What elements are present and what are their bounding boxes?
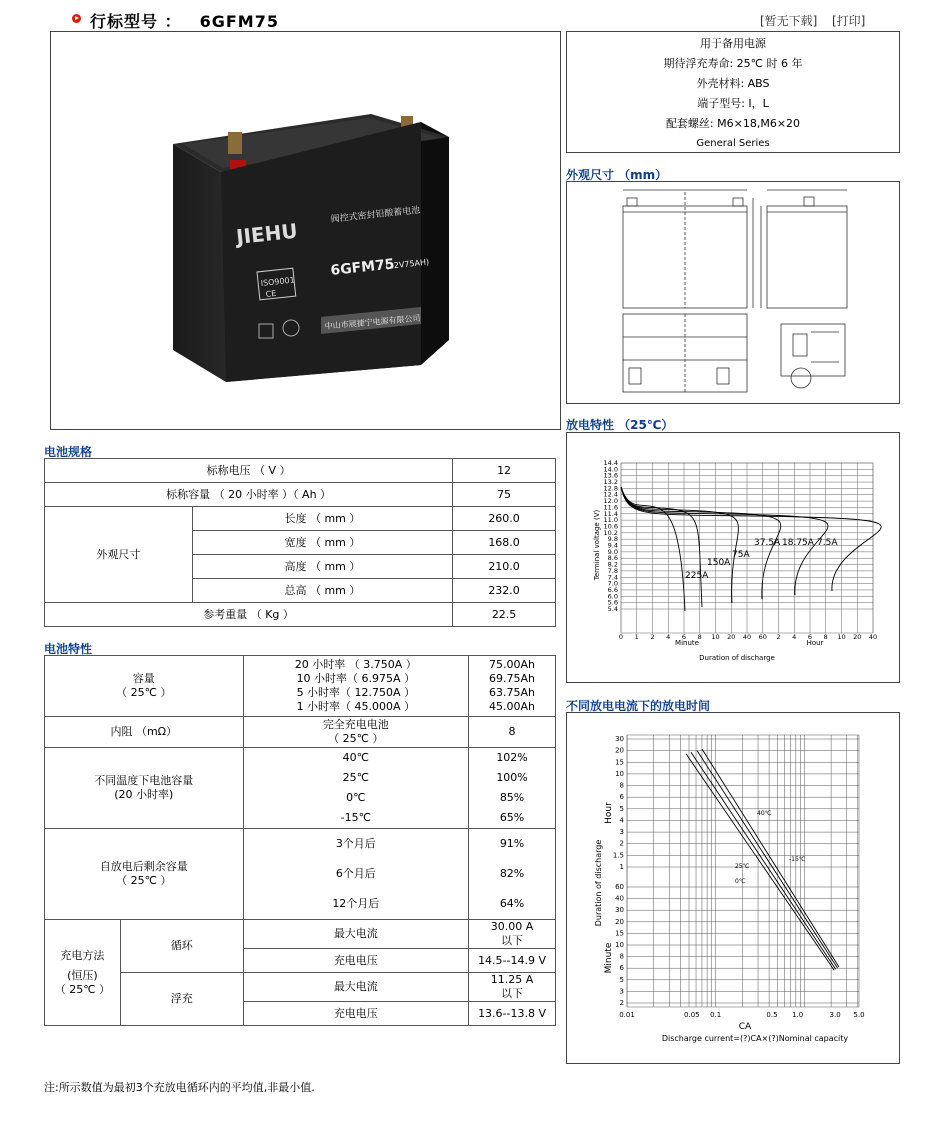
- x-tick-label: 1.0: [792, 1011, 804, 1019]
- dim-label: 总高 （ mm ）: [192, 579, 452, 603]
- month-value: 82%: [499, 867, 525, 880]
- dimension-diagram: [567, 182, 899, 403]
- y-tick-label: 6.6: [607, 585, 618, 594]
- y-tick-label: 11.0: [603, 516, 618, 525]
- discharge-x-label: Duration of discharge: [699, 654, 775, 662]
- discharge-y-label: Terminal voltage (V): [593, 509, 601, 581]
- current-y-unit-hour: Hour: [604, 802, 614, 824]
- y-tick-hour: 5: [619, 804, 624, 813]
- x-tick-label: 0.05: [684, 1011, 700, 1019]
- print-link[interactable]: [打印]: [832, 14, 866, 28]
- spec-table: [44, 458, 556, 627]
- series-label: 0℃: [735, 878, 746, 885]
- x-tick-label: 6: [807, 633, 813, 641]
- capacity-rate: 1 小时率（ 45.000A ）: [296, 700, 416, 713]
- charge-voltage-label: 充电电压: [243, 1002, 469, 1026]
- y-tick-label: 12.0: [603, 497, 618, 506]
- nominal-capacity-label: 标称容量 （ 20 小时率 ）（ Ah ）: [45, 483, 453, 507]
- y-tick-hour: 8: [619, 781, 624, 790]
- cycle-max-current-cell: [469, 920, 556, 949]
- bullet-icon: [72, 14, 81, 23]
- y-tick-minute: 40: [615, 894, 624, 903]
- self-discharge-label-cell: [45, 829, 244, 920]
- y-tick-label: 14.4: [603, 459, 618, 467]
- x-tick-label: 0.5: [766, 1011, 778, 1019]
- x-tick-label: 3.0: [829, 1011, 841, 1019]
- temp-value: 85%: [499, 791, 525, 804]
- float-max-current: 11.25 A: [490, 973, 534, 986]
- temp-capacity-sub: (20 小时率): [114, 788, 174, 801]
- series-label: 150A: [707, 558, 731, 568]
- spec-line: 外壳材料: ABS: [696, 77, 770, 90]
- current-y-label: Duration of discharge: [594, 839, 603, 927]
- y-tick-hour: 15: [615, 758, 624, 767]
- y-tick-label: 14.0: [603, 465, 618, 474]
- download-link[interactable]: [暂无下载]: [760, 14, 818, 28]
- temp-capacity-label: 不同温度下电池容量: [94, 774, 194, 787]
- max-current-label: 最大电流: [243, 920, 469, 949]
- y-tick-hour: 2: [619, 839, 624, 848]
- y-tick-minute: 60: [615, 883, 624, 891]
- x-tick-label: 5.0: [853, 1011, 865, 1019]
- x-tick-label: 6: [681, 633, 687, 641]
- month-value: 91%: [499, 837, 525, 850]
- dim-value: 232.0: [453, 579, 556, 603]
- series-label: 7.5A: [817, 538, 838, 548]
- month-item: 3个月后: [335, 837, 376, 850]
- weight-value: 22.5: [453, 603, 556, 627]
- temperature-line: [691, 752, 836, 969]
- discharge-curve: [621, 487, 738, 603]
- temp-value: 102%: [496, 751, 528, 764]
- y-tick-hour: 6: [619, 793, 624, 802]
- ce-label: CE: [265, 288, 277, 299]
- capacity-label-cell: [45, 656, 244, 717]
- y-tick-label: 9.8: [607, 535, 618, 544]
- float-max-current-cell: [469, 973, 556, 1002]
- battery-illustration: [51, 32, 560, 429]
- capacity-value: 75.00Ah: [489, 658, 536, 671]
- self-discharge-label: 自放电后剩余容量: [99, 860, 188, 873]
- y-tick-minute: 5: [619, 975, 624, 984]
- max-current-label: 最大电流: [243, 973, 469, 1002]
- y-tick-hour: 1: [619, 863, 624, 871]
- spec-line: 配套螺丝: M6×18,M6×20: [665, 117, 801, 130]
- capacity-rates: [243, 656, 469, 717]
- characteristics-table: [44, 655, 556, 1026]
- char-section-title: 电池特性: [44, 642, 93, 656]
- y-tick-minute: 10: [615, 941, 624, 949]
- x-tick-label: 20: [727, 633, 736, 641]
- x-tick-label: 60: [758, 633, 767, 641]
- footnote: 注:所示数值为最初3个充放电循环内的平均值,非最小值.: [44, 1081, 315, 1094]
- battery-top-label: 阀控式密封铅酸蓄电池: [330, 205, 421, 225]
- spec-line: 端子型号: I，L: [697, 97, 769, 110]
- charge-method-cell: [45, 920, 121, 1026]
- dim-value: 168.0: [453, 531, 556, 555]
- spec-section-title: 电池规格: [44, 445, 93, 459]
- cycle-voltage: 14.5--14.9 V: [469, 949, 556, 973]
- resistance-cond-temp: （ 25℃ ）: [328, 732, 384, 745]
- spec-line: General Series: [696, 138, 770, 149]
- month-value: 64%: [499, 897, 525, 910]
- temp-item: -15℃: [340, 811, 371, 824]
- y-tick-label: 7.4: [607, 573, 618, 582]
- month-item: 6个月后: [335, 867, 376, 880]
- y-tick-hour: 10: [615, 769, 624, 778]
- capacity-value: 63.75Ah: [489, 686, 536, 699]
- x-tick-label: 1: [634, 633, 639, 641]
- y-tick-label: 12.4: [603, 490, 618, 499]
- plot-area: [627, 735, 859, 1007]
- weight-label: 参考重量 （ Kg ）: [45, 603, 453, 627]
- capacity-rate: 5 小时率（ 12.750A ）: [296, 686, 416, 699]
- y-tick-label: 7.8: [607, 566, 618, 575]
- dimensions-label: 外观尺寸: [45, 507, 193, 603]
- y-tick-label: 12.8: [603, 484, 618, 493]
- month-list: [243, 829, 469, 920]
- resistance-condition: [243, 717, 469, 748]
- y-tick-hour: 30: [615, 735, 624, 743]
- spec-line: 用于备用电源: [700, 37, 766, 50]
- discharge-chart: [567, 433, 899, 682]
- nominal-capacity-value: 75: [453, 483, 556, 507]
- y-tick-label: 13.6: [603, 471, 618, 480]
- temperature-line: [702, 749, 839, 967]
- dim-label: 长度 （ mm ）: [192, 507, 452, 531]
- battery-model-sub: (12V75AH): [385, 257, 430, 271]
- y-tick-minute: 2: [619, 999, 624, 1007]
- capacity-label: 容量: [132, 672, 155, 685]
- temp-value: 65%: [499, 811, 525, 824]
- float-label: 浮充: [120, 973, 243, 1026]
- y-tick-label: 9.0: [607, 547, 618, 556]
- resistance-label: 内阻 （mΩ）: [45, 717, 244, 748]
- y-tick-label: 8.2: [607, 560, 618, 569]
- y-tick-minute: 30: [615, 906, 624, 915]
- x-tick-label: 0.1: [710, 1011, 722, 1019]
- y-tick-label: 13.2: [603, 478, 618, 487]
- current-x-label: Discharge current=(?)CA×(?)Nominal capacity: [661, 1034, 849, 1043]
- y-tick-label: 5.6: [607, 598, 618, 607]
- x-tick-label: 10: [837, 633, 846, 641]
- cycle-label: 循环: [120, 920, 243, 973]
- y-tick-minute: 6: [619, 964, 624, 973]
- dim-value: 260.0: [453, 507, 556, 531]
- dimension-drawing: [566, 181, 900, 404]
- model-name: 6GFM75: [199, 12, 279, 31]
- nominal-voltage-value: 12: [453, 459, 556, 483]
- charge-voltage-label: 充电电压: [243, 949, 469, 973]
- spec-summary: [566, 31, 900, 153]
- capacity-value: 69.75Ah: [489, 672, 536, 685]
- resistance-value: 8: [469, 717, 556, 748]
- y-tick-label: 5.4: [607, 605, 618, 613]
- float-voltage: 13.6--13.8 V: [469, 1002, 556, 1026]
- capacity-values: [469, 656, 556, 717]
- temp-item: 0℃: [346, 791, 366, 804]
- x-tick-label: 20: [853, 633, 862, 641]
- series-label: 225A: [685, 571, 709, 581]
- y-tick-minute: 8: [619, 952, 624, 961]
- float-max-current-sub: 以下: [501, 987, 524, 1000]
- y-tick-label: 9.4: [607, 541, 618, 550]
- x-tick-label: 2: [776, 633, 781, 641]
- y-tick-label: 8.6: [607, 554, 618, 563]
- capacity-temp: （ 25℃ ）: [116, 686, 172, 699]
- charge-method-sub: (恒压): [67, 968, 98, 982]
- temp-list: [243, 748, 469, 829]
- x-tick-label: 0.01: [619, 1011, 635, 1019]
- y-tick-label: 6.0: [607, 592, 618, 601]
- series-label: 75A: [732, 550, 750, 560]
- current-time-chart: [567, 713, 899, 1063]
- charge-method-temp: （ 25℃ ）: [54, 982, 111, 996]
- discharge-chart-frame: [566, 432, 900, 683]
- temp-item: 40℃: [342, 751, 369, 764]
- x-tick-label: 40: [742, 633, 752, 641]
- y-tick-minute: 20: [615, 917, 624, 926]
- nominal-voltage-label: 标称电压 （ V ）: [45, 459, 453, 483]
- temp-item: 25℃: [342, 771, 369, 784]
- spec-line: 期待浮充寿命: 25℃ 时 6 年: [663, 57, 803, 70]
- self-discharge-sub: （ 25℃ ）: [116, 874, 172, 887]
- page-title: [90, 9, 279, 32]
- series-label: 18.75A: [782, 538, 814, 548]
- y-tick-minute: 3: [619, 987, 624, 996]
- y-tick-label: 11.4: [603, 509, 618, 518]
- x-tick-label: 0: [618, 633, 624, 641]
- dim-label: 高度 （ mm ）: [192, 555, 452, 579]
- current-time-chart-frame: [566, 712, 900, 1064]
- resistance-cond: 完全充电电池: [322, 718, 389, 731]
- discharge-title: 放电特性 （25℃）: [566, 418, 674, 432]
- temp-value: 100%: [496, 771, 528, 784]
- y-tick-label: 7.0: [607, 579, 618, 588]
- iso-cert-label: ISO9001: [260, 275, 296, 288]
- cycle-max-current-sub: 以下: [501, 934, 524, 947]
- temperature-line: [686, 754, 834, 970]
- discharge-x-unit-hour: Hour: [806, 639, 824, 647]
- y-tick-minute: 15: [615, 929, 624, 938]
- charge-method-label: 充电方法: [60, 948, 105, 962]
- brand-logo-text: JIEHU: [235, 218, 299, 249]
- y-tick-hour: 1.5: [612, 851, 624, 860]
- x-tick-label: 4: [792, 633, 797, 641]
- temp-values: [469, 748, 556, 829]
- month-values: [469, 829, 556, 920]
- month-item: 12个月后: [332, 897, 380, 910]
- y-tick-hour: 20: [615, 746, 624, 755]
- y-tick-hour: 3: [619, 828, 624, 837]
- temperature-line: [697, 751, 838, 969]
- y-tick-label: 11.6: [603, 503, 618, 512]
- current-y-unit-minute: Minute: [604, 942, 614, 974]
- x-tick-label: 4: [666, 633, 671, 641]
- product-photo: [50, 31, 561, 430]
- discharge-x-unit-minute: Minute: [675, 639, 699, 647]
- maker-label: 中山市展捷宁电源有限公司: [324, 313, 421, 331]
- x-tick-label: 10: [711, 633, 720, 641]
- y-tick-label: 10.2: [603, 528, 618, 537]
- capacity-rate: 20 小时率 （ 3.750A ）: [294, 658, 417, 671]
- dimensions-title: 外观尺寸 （mm）: [566, 168, 668, 182]
- series-label: 40℃: [757, 810, 772, 817]
- x-tick-label: 40: [868, 633, 878, 641]
- dim-label: 宽度 （ mm ）: [192, 531, 452, 555]
- capacity-value: 45.00Ah: [489, 700, 536, 713]
- dim-value: 210.0: [453, 555, 556, 579]
- title-label: 行标型号 ：: [90, 12, 182, 31]
- battery-model-label: 6GFM75: [329, 256, 396, 279]
- x-tick-label: 8: [823, 633, 828, 641]
- x-tick-label: 8: [697, 633, 702, 641]
- current-x-unit: CA: [738, 1022, 752, 1032]
- y-tick-label: 10.6: [603, 522, 618, 531]
- series-label: 37.5A: [754, 538, 781, 548]
- series-label: 25℃: [735, 863, 750, 870]
- temp-capacity-label-cell: [45, 748, 244, 829]
- x-tick-label: 2: [650, 633, 655, 641]
- current-time-title: 不同放电电流下的放电时间: [566, 699, 711, 713]
- cycle-max-current: 30.00 A: [490, 920, 534, 933]
- capacity-rate: 10 小时率（ 6.975A ）: [296, 672, 416, 685]
- series-label: -15℃: [789, 856, 806, 863]
- y-tick-hour: 4: [619, 816, 624, 825]
